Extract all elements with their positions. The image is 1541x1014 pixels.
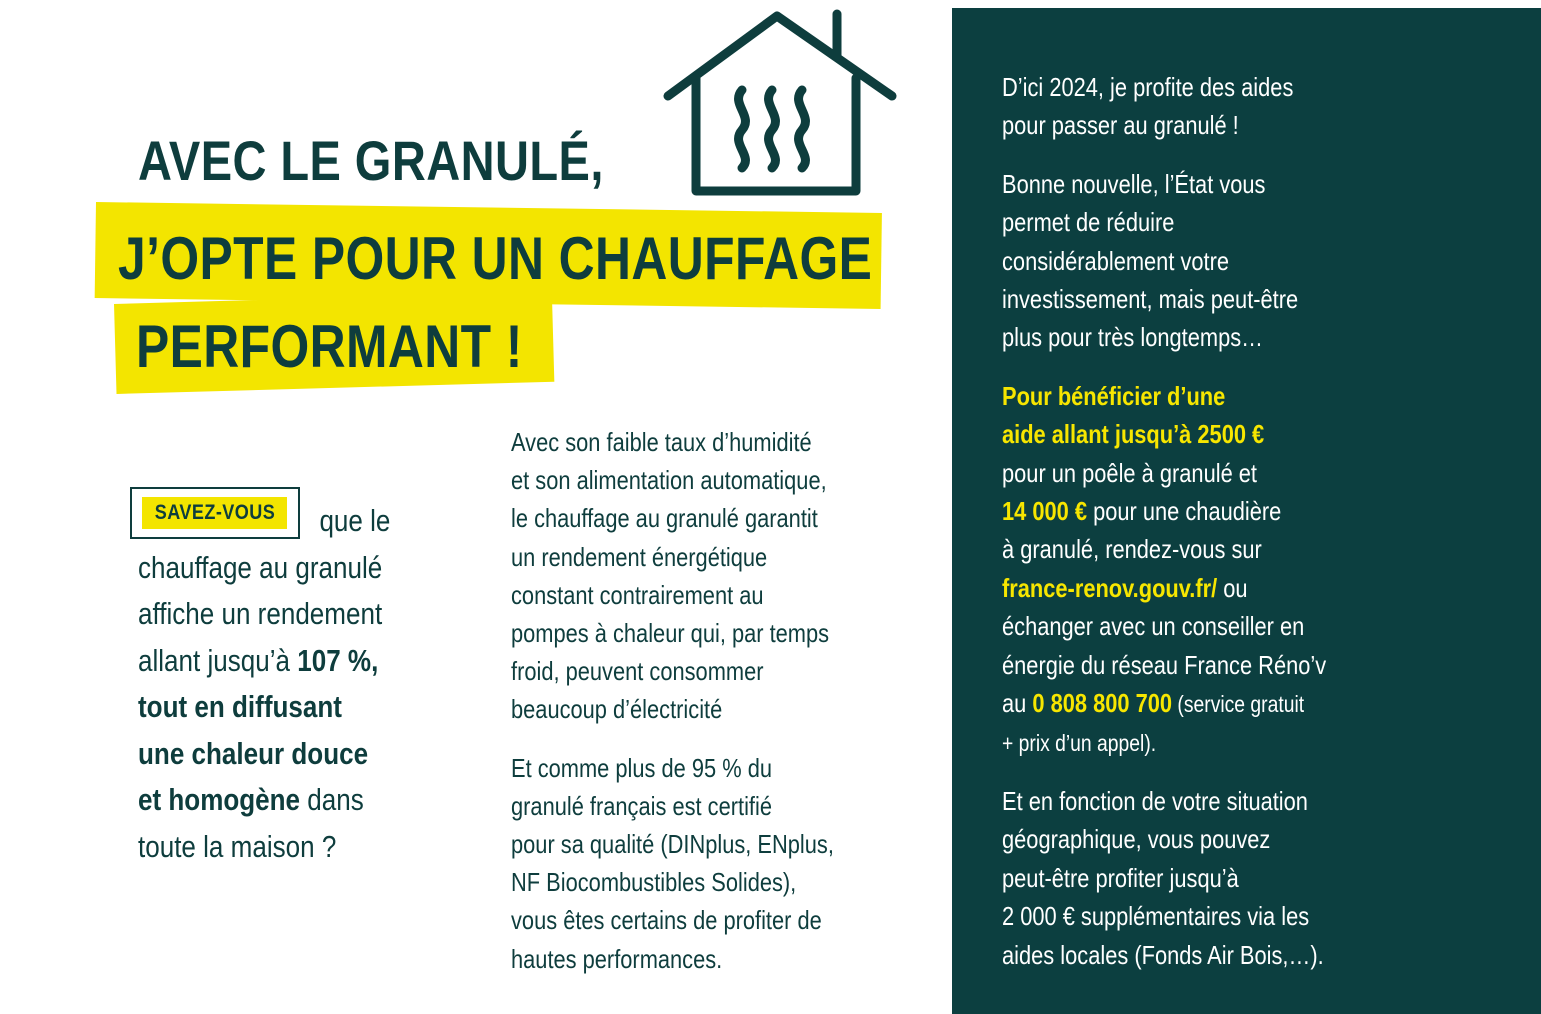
- paragraph-line: pour un poêle à granulé et: [1002, 457, 1258, 488]
- text-fragment: au: [1002, 688, 1033, 719]
- paragraph-humidity: [511, 423, 911, 729]
- left-line: chauffage au granulé: [138, 549, 383, 585]
- paragraph-line: constant contrairement au: [511, 579, 764, 610]
- headline-line-2: J’OPTE POUR UN CHAUFFAGE: [118, 225, 873, 292]
- aid-amount-stove: aide allant jusqu’à 2500 €: [1002, 419, 1265, 450]
- paragraph-line: et son alimentation automatique,: [511, 465, 827, 496]
- paragraph-line-highlight: Pour bénéficier d’une: [1002, 380, 1226, 411]
- left-line: [138, 777, 424, 824]
- text-fragment: pour une chaudière: [1087, 496, 1282, 527]
- text-fragment: ou: [1217, 572, 1248, 603]
- paragraph-line: Bonne nouvelle, l’État vous: [1002, 168, 1266, 199]
- paragraph-line: 2 000 € supplémentaires via les: [1002, 901, 1310, 932]
- left-line: que le: [319, 503, 391, 538]
- paragraph-local-aid: [1002, 782, 1422, 974]
- paragraph-line: granulé français est certifié: [511, 790, 773, 821]
- left-text-bold: et homogène: [138, 782, 301, 817]
- paragraph-line: beaucoup d’électricité: [511, 694, 723, 725]
- paragraph-line: le chauffage au granulé garantit: [511, 503, 818, 534]
- paragraph-line: Et en fonction de votre situation: [1002, 785, 1308, 816]
- paragraph-line: plus pour très longtemps…: [1002, 322, 1264, 353]
- paragraph-line: échanger avec un conseiller en: [1002, 611, 1305, 642]
- left-line: [138, 638, 424, 685]
- paragraph-line: considérablement votre: [1002, 245, 1230, 276]
- phone-number[interactable]: 0 808 800 700: [1032, 688, 1173, 719]
- house-heat-icon: [660, 8, 900, 198]
- headline-line-3: PERFORMANT !: [136, 313, 523, 380]
- paragraph-aid-amounts: [1002, 377, 1422, 762]
- paragraph-line: aides locales (Fonds Air Bois,…).: [1002, 939, 1324, 970]
- headline-line-1: AVEC LE GRANULÉ,: [138, 129, 604, 192]
- text-fragment: (service gratuit: [1172, 691, 1305, 718]
- paragraph-line: [1002, 569, 1355, 607]
- paragraph-line: investissement, mais peut-être: [1002, 284, 1299, 315]
- aid-info-text: [1002, 68, 1422, 974]
- paragraph-line: NF Biocombustibles Solides),: [511, 867, 797, 898]
- paragraph-line: permet de réduire: [1002, 207, 1175, 238]
- paragraph-line: froid, peuvent consommer: [511, 656, 764, 687]
- paragraph-line: pour sa qualité (DINplus, ENplus,: [511, 829, 834, 860]
- paragraph-line: Avec son faible taux d’humidité: [511, 427, 812, 457]
- paragraph-line: vous êtes certains de profiter de: [511, 905, 822, 936]
- middle-column: [511, 423, 911, 978]
- paragraph-line: pompes à chaleur qui, par temps: [511, 618, 830, 649]
- aid-amount-boiler: 14 000 €: [1002, 496, 1088, 527]
- did-you-know-text: [138, 498, 478, 870]
- paragraph-line: Et comme plus de 95 % du: [511, 752, 773, 783]
- paragraph-line: pour passer au granulé !: [1002, 110, 1239, 141]
- left-line: tout en diffusant: [138, 689, 342, 724]
- paragraph-line: à granulé, rendez-vous sur: [1002, 534, 1262, 565]
- paragraph-line: géographique, vous pouvez: [1002, 824, 1271, 855]
- paragraph-line: peut-être profiter jusqu’à: [1002, 862, 1239, 893]
- left-text-fragment: dans: [300, 782, 364, 817]
- paragraph-line: un rendement énergétique: [511, 541, 768, 572]
- paragraph-line: hautes performances.: [511, 943, 723, 974]
- left-text-fragment: allant jusqu’à: [138, 642, 298, 678]
- paragraph-good-news: [1002, 165, 1422, 357]
- paragraph-certification: [511, 749, 911, 978]
- paragraph-line: [1002, 492, 1355, 530]
- left-line: une chaleur douce: [138, 735, 369, 771]
- paragraph-line: [1002, 684, 1355, 723]
- paragraph-line: D’ici 2024, je profite des aides: [1002, 72, 1294, 102]
- paragraph-line: + prix d’un appel).: [1002, 729, 1157, 756]
- paragraph-intro: [1002, 68, 1422, 145]
- france-renov-link[interactable]: france-renov.gouv.fr/: [1002, 572, 1218, 603]
- paragraph-line: énergie du réseau France Réno’v: [1002, 649, 1327, 680]
- efficiency-value: 107 %,: [297, 642, 379, 678]
- left-line: affiche un rendement: [138, 596, 383, 631]
- left-line: toute la maison ?: [138, 828, 337, 864]
- savez-vous-label: SAVEZ-VOUS: [154, 501, 275, 524]
